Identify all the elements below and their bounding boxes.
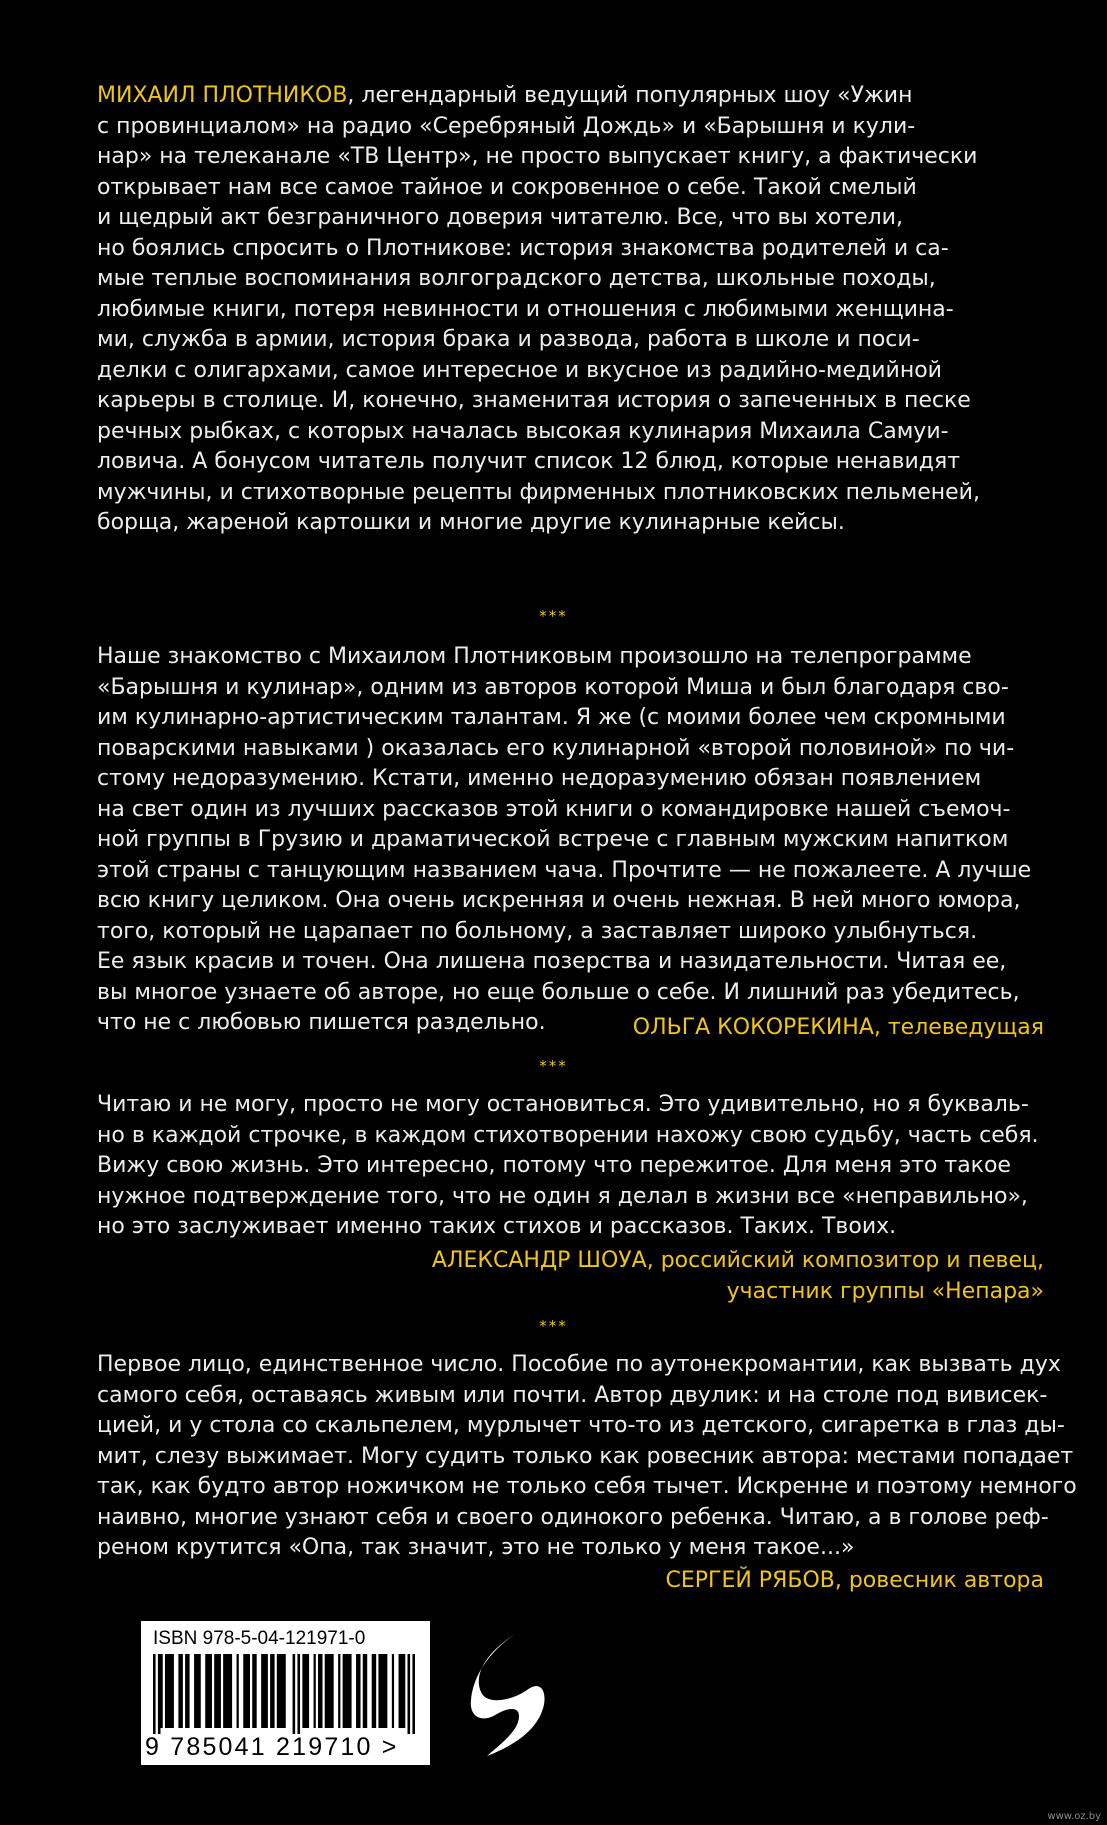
review-line: Ее язык красив и точен. Она лишена позерства и назидательности. Читая ее,	[97, 949, 1007, 974]
barcode-bar	[372, 1654, 376, 1728]
review-line: им кулинарно-артистическим талантам. Я же (с моими более чем скромными	[97, 705, 1006, 730]
intro-line: мужчины, и стихотворные рецепты фирменных плотниковских пельменей,	[97, 479, 980, 505]
barcode-bar	[363, 1654, 367, 1728]
review-line: реном крутится «Опа, так значит, это не только у меня такое...»	[97, 1535, 855, 1560]
review-line: Первое лицо, единственное число. Пособие по аутонекромантии, как вызвать дух	[97, 1352, 1061, 1377]
intro-line: речных рыбках, с которых началась высокая кулинария Михаила Самуи-	[97, 418, 949, 444]
review-line: всю книгу целиком. Она очень искренняя и очень нежная. В ней много юмора,	[97, 888, 1021, 913]
review-line: нужное подтверждение того, что не один я делал в жизни все «неправильно»,	[97, 1183, 1028, 1209]
review-line: стому недоразумению. Кстати, именно недоразумению обязан появлением	[97, 766, 982, 791]
barcode-bar	[270, 1654, 274, 1728]
intro-line: нар» на телеканале «ТВ Центр», не просто выпускает книгу, а фактически	[97, 144, 978, 169]
separator-stars: ***	[539, 607, 568, 625]
barcode-bar	[399, 1654, 406, 1728]
intro-line: борща, жареной картошки и многие другие кулинарные кейсы.	[97, 510, 845, 535]
review-2-attribution	[432, 1245, 1044, 1307]
barcode-bar	[243, 1654, 250, 1728]
review-line: «Барышня и кулинар», одним из авторов которой Миша и был благодаря сво-	[97, 674, 1009, 700]
isbn-barcode	[141, 1621, 430, 1765]
barcode-digits: 9 785041 219710 >	[145, 1733, 399, 1761]
barcode-bar	[392, 1654, 394, 1728]
review-line: но в каждой строчке, в каждом стихотворении нахожу свою судьбу, часть себя.	[97, 1122, 1039, 1148]
intro-paragraph	[97, 81, 1045, 539]
review-line: так, как будто автор ножичком не только себя тычет. Искренне и поэтому немного	[97, 1474, 1077, 1499]
barcode-bar	[343, 1654, 352, 1728]
watermark: www.oz.by	[1047, 1811, 1101, 1822]
intro-line: с провинциалом» на радио «Серебряный Дождь» и «Барышня и кули-	[97, 113, 916, 139]
barcode-bar	[194, 1654, 201, 1728]
review-line: мит, слезу выжимает. Могу судить только как ровесник автора: местами попадает	[97, 1443, 1074, 1469]
intro-line-1: МИХАИЛ ПЛОТНИКОВ, легендарный ведущий популярных шоу «Ужин	[97, 83, 913, 108]
review-line: Наше знакомство с Михаилом Плотниковым произошло на телепрограмме	[97, 644, 972, 669]
review-line: что не с любовью пишется раздельно.	[97, 1010, 546, 1035]
attribution-line: участник группы «Непара»	[726, 1279, 1044, 1304]
author-name: МИХАИЛ ПЛОТНИКОВ	[97, 83, 348, 108]
review-line: ной группы в Грузию и драматической встрече с главным мужским напитком	[97, 827, 1009, 852]
barcode-bar	[252, 1654, 256, 1728]
attribution-line: АЛЕКСАНДР ШОУА, российский композитор и певец,	[431, 1248, 1044, 1273]
review-line: этой страны с танцующим названием чача. Прочтите — не пожалеете. А лучше	[97, 857, 1032, 883]
publisher-swirl-logo-icon	[467, 1630, 549, 1760]
barcode-bar	[302, 1654, 309, 1728]
separator-stars: ***	[539, 1317, 568, 1335]
review-2	[97, 1090, 1045, 1243]
intro-line: любимые книги, потеря невинности и отношения с любимыми женщина-	[97, 296, 954, 322]
review-line: наивно, многие узнают себя и своего одинокого ребенка. Читаю, а в голове реф-	[97, 1504, 1049, 1530]
review-1-attribution	[633, 1012, 1044, 1043]
barcode-bar	[161, 1654, 163, 1728]
barcode-bar	[356, 1654, 360, 1728]
barcode-bar	[338, 1654, 340, 1728]
review-line: того, который не царапает по больному, а заставляет широко улыбнуться.	[97, 918, 978, 944]
review-line: цией, и у стола со скальпелем, мурлычет что-то из детского, сигаретка в глаз ды-	[97, 1413, 1065, 1438]
barcode-bar	[378, 1654, 387, 1728]
barcode-bar	[205, 1654, 212, 1728]
review-line: самого себя, оставаясь живым или почти. Автор двулик: и на столе под вивисек-	[97, 1382, 1048, 1408]
review-3	[97, 1350, 1077, 1564]
barcode-bar	[165, 1654, 174, 1728]
barcode-guard-bar	[153, 1654, 156, 1734]
review-line: вы многое узнаете об авторе, но еще больше о себе. И лишний раз убедитесь,	[97, 979, 1020, 1005]
barcode-bar	[318, 1654, 322, 1728]
review-line: но это заслуживает именно таких стихов и рассказов. Таких. Твоих.	[97, 1214, 897, 1239]
barcode-bar	[185, 1654, 189, 1728]
barcode-bar	[214, 1654, 221, 1728]
barcode-bar	[261, 1654, 268, 1728]
review-line: Вижу свою жизнь. Это интересно, потому что пережитое. Для меня это такое	[97, 1153, 1011, 1178]
intro-line: и щедрый акт безграничного доверия читателю. Все, что вы хотели,	[97, 205, 903, 230]
barcode-guard-bar	[293, 1654, 296, 1734]
attribution-line: СЕРГЕЙ РЯБОВ, ровесник автора	[665, 1568, 1044, 1593]
intro-line: карьеры в столице. И, конечно, знаменитая история о запеченных в песке	[97, 388, 971, 413]
review-1	[97, 642, 1045, 1039]
barcode-guard-bar	[408, 1654, 411, 1734]
intro-line: ми, служба в армии, история брака и развода, работа в школе и поси-	[97, 327, 920, 352]
intro-line: но боялись спросить о Плотникове: история знакомства родителей и са-	[97, 235, 949, 261]
separator-stars: ***	[539, 1057, 568, 1075]
attribution-line: ОЛЬГА КОКОРЕКИНА, телеведущая	[632, 1015, 1044, 1040]
barcode-bar	[237, 1654, 239, 1728]
barcode-bar	[277, 1654, 286, 1728]
review-3-attribution	[666, 1565, 1045, 1596]
review-line: поварскими навыками ) оказалась его кулинарной «второй половиной» по чи-	[97, 735, 1015, 761]
barcode-guard-bar	[158, 1654, 161, 1734]
barcode-bars	[151, 1654, 419, 1734]
barcode-bar	[325, 1654, 334, 1728]
barcode-bar	[178, 1654, 182, 1728]
barcode-bar	[223, 1654, 232, 1728]
intro-line: открывает нам все самое тайное и сокровенное о себе. Такой смелый	[97, 174, 917, 200]
intro-line: делки с олигархами, самое интересное и вкусное из радийно-медийной	[97, 357, 942, 383]
barcode-guard-bar	[297, 1654, 300, 1734]
intro-line: мые теплые воспоминания волгоградского детства, школьные походы,	[97, 266, 936, 291]
review-line: Читаю и не могу, просто не могу остановиться. Это удивительно, но я букваль-	[97, 1092, 1029, 1117]
review-line: на свет один из лучших рассказов этой книги о командировке нашей съемоч-	[97, 796, 1011, 822]
isbn-label: ISBN 978-5-04-121971-0	[153, 1628, 366, 1649]
barcode-guard-bar	[412, 1654, 415, 1734]
intro-line: ловича. А бонусом читатель получит список 12 блюд, которые ненавидят	[97, 449, 961, 474]
barcode-bar	[314, 1654, 316, 1728]
